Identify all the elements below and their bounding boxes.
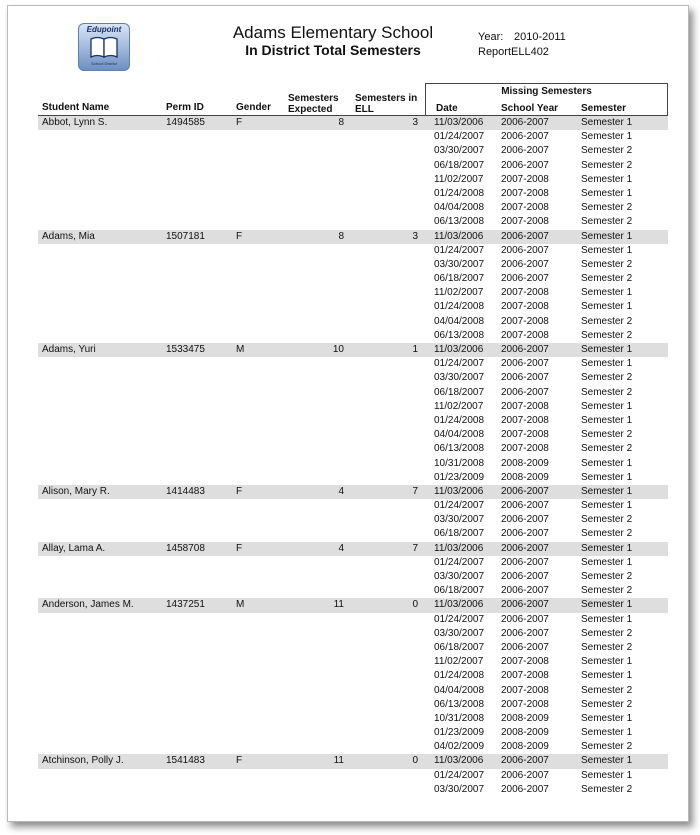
gender: F xyxy=(236,755,243,767)
report-field xyxy=(478,46,549,58)
missing-semester-row xyxy=(38,457,668,471)
missing-semester-row xyxy=(38,428,668,442)
missing-date: 01/23/2009 xyxy=(434,471,485,483)
student-row xyxy=(38,598,668,612)
missing-semester-row xyxy=(38,556,668,570)
missing-semester: Semester 2 xyxy=(581,329,633,341)
missing-school-year: 2007-2008 xyxy=(501,443,549,455)
missing-school-year: 2007-2008 xyxy=(501,684,549,696)
missing-semester-row xyxy=(38,386,668,400)
missing-semester-row xyxy=(38,159,668,173)
missing-date: 11/03/2006 xyxy=(434,755,484,767)
missing-date: 11/03/2006 xyxy=(434,542,484,554)
student-row xyxy=(38,230,668,244)
missing-semester: Semester 2 xyxy=(581,684,633,696)
missing-date: 03/30/2007 xyxy=(434,571,485,582)
semesters-in-ell: 3 xyxy=(412,117,418,128)
perm-id: 1494585 xyxy=(166,117,205,128)
missing-semester: Semester 1 xyxy=(581,457,633,469)
missing-date: 01/24/2007 xyxy=(434,613,485,625)
report-label: Report: xyxy=(478,46,515,58)
student-row xyxy=(38,116,668,130)
missing-semester: Semester 1 xyxy=(581,301,633,313)
missing-semester: Semester 2 xyxy=(581,216,633,228)
missing-date: 03/30/2007 xyxy=(434,145,485,157)
open-book-icon xyxy=(90,36,118,58)
missing-semester-row xyxy=(38,187,668,201)
gender: F xyxy=(236,117,243,128)
missing-semester: Semester 1 xyxy=(581,173,633,185)
missing-semester: Semester 2 xyxy=(581,202,633,214)
report-title: In District Total Semesters xyxy=(245,42,421,58)
missing-school-year: 2006-2007 xyxy=(501,556,549,568)
missing-semester: Semester 1 xyxy=(581,613,633,625)
gender: F xyxy=(236,230,243,242)
missing-semester: Semester 1 xyxy=(581,485,633,497)
missing-semester: Semester 1 xyxy=(581,712,633,724)
missing-date: 11/03/2006 xyxy=(434,344,484,355)
missing-semester: Semester 1 xyxy=(581,117,633,128)
missing-date: 03/30/2007 xyxy=(434,514,485,526)
col-perm-id: Perm ID xyxy=(166,102,204,113)
missing-semester: Semester 2 xyxy=(581,571,633,582)
col-semesters-expected-line1: Semesters xyxy=(288,93,339,104)
missing-school-year: 2008-2009 xyxy=(501,457,549,469)
missing-date: 06/18/2007 xyxy=(434,528,485,540)
gender: F xyxy=(236,485,243,497)
semesters-expected: 11 xyxy=(333,755,344,767)
missing-semester: Semester 2 xyxy=(581,741,633,753)
report-value: ELL402 xyxy=(511,46,549,58)
missing-school-year: 2007-2008 xyxy=(501,670,549,682)
missing-school-year: 2006-2007 xyxy=(501,131,549,143)
missing-date: 10/31/2008 xyxy=(434,712,485,724)
perm-id: 1414483 xyxy=(166,485,205,497)
missing-date: 06/18/2007 xyxy=(434,273,485,285)
semesters-in-ell: 1 xyxy=(412,344,418,355)
missing-school-year: 2007-2008 xyxy=(501,656,549,668)
missing-date: 06/18/2007 xyxy=(434,641,485,653)
missing-semester: Semester 2 xyxy=(581,443,633,455)
missing-semester-row xyxy=(38,513,668,527)
missing-date: 06/18/2007 xyxy=(434,159,485,171)
col-date: Date xyxy=(436,103,458,114)
missing-semester-row xyxy=(38,357,668,371)
missing-date: 10/31/2008 xyxy=(434,457,485,469)
missing-semester: Semester 1 xyxy=(581,344,633,355)
missing-semester: Semester 2 xyxy=(581,783,633,795)
missing-semester: Semester 1 xyxy=(581,556,633,568)
missing-semester-row xyxy=(38,726,668,740)
missing-school-year: 2006-2007 xyxy=(501,258,549,270)
missing-date: 01/24/2008 xyxy=(434,670,485,682)
missing-date: 06/13/2008 xyxy=(434,329,485,341)
missing-date: 06/13/2008 xyxy=(434,698,485,710)
missing-semester-row xyxy=(38,471,668,485)
col-student-name: Student Name xyxy=(42,102,110,113)
semesters-in-ell: 0 xyxy=(412,599,418,611)
missing-semester-row xyxy=(38,272,668,286)
missing-school-year: 2007-2008 xyxy=(501,202,549,214)
missing-semester: Semester 2 xyxy=(581,429,633,441)
semesters-expected: 8 xyxy=(338,230,344,242)
student-row xyxy=(38,485,668,499)
missing-school-year: 2006-2007 xyxy=(501,230,549,242)
missing-semester-row xyxy=(38,442,668,456)
missing-date: 01/24/2007 xyxy=(434,244,485,256)
missing-semester: Semester 2 xyxy=(581,273,633,285)
missing-school-year: 2006-2007 xyxy=(501,571,549,582)
missing-date: 11/03/2006 xyxy=(434,599,484,611)
missing-semester: Semester 2 xyxy=(581,145,633,157)
missing-school-year: 2006-2007 xyxy=(501,159,549,171)
missing-semester-row xyxy=(38,570,668,584)
missing-date: 01/24/2007 xyxy=(434,769,485,781)
student-name: Adams, Yuri xyxy=(42,344,96,355)
missing-semester-row xyxy=(38,286,668,300)
col-semesters-expected-line2: Expected xyxy=(288,104,333,115)
col-semesters-expected xyxy=(288,93,339,115)
semesters-in-ell: 7 xyxy=(412,542,418,554)
missing-date: 01/23/2009 xyxy=(434,727,485,739)
missing-school-year: 2007-2008 xyxy=(501,329,549,341)
missing-date: 11/02/2007 xyxy=(434,400,484,412)
missing-date: 04/04/2008 xyxy=(434,315,485,327)
missing-semester-row xyxy=(38,414,668,428)
missing-date: 01/24/2008 xyxy=(434,301,485,313)
col-school-year: School Year xyxy=(501,103,559,114)
col-gender: Gender xyxy=(236,102,272,113)
student-row xyxy=(38,343,668,357)
missing-school-year: 2006-2007 xyxy=(501,613,549,625)
missing-school-year: 2006-2007 xyxy=(501,783,549,795)
missing-school-year: 2006-2007 xyxy=(501,358,549,370)
missing-semester: Semester 2 xyxy=(581,372,633,384)
missing-date: 11/02/2007 xyxy=(434,656,484,668)
missing-semester: Semester 2 xyxy=(581,315,633,327)
missing-semester-row xyxy=(38,130,668,144)
missing-semester-row xyxy=(38,315,668,329)
missing-semester-row xyxy=(38,655,668,669)
missing-semester: Semester 1 xyxy=(581,599,633,611)
semesters-expected: 8 xyxy=(338,117,344,128)
col-semesters-ell-line1: Semesters in xyxy=(355,93,418,104)
missing-date: 04/02/2009 xyxy=(434,741,485,753)
missing-school-year: 2007-2008 xyxy=(501,173,549,185)
missing-school-year: 2006-2007 xyxy=(501,485,549,497)
missing-semester: Semester 2 xyxy=(581,627,633,639)
missing-date: 06/13/2008 xyxy=(434,216,485,228)
missing-school-year: 2008-2009 xyxy=(501,471,549,483)
missing-semester-row xyxy=(38,244,668,258)
missing-semester-row xyxy=(38,144,668,158)
missing-date: 06/18/2007 xyxy=(434,585,485,597)
missing-school-year: 2007-2008 xyxy=(501,315,549,327)
missing-date: 01/24/2008 xyxy=(434,187,485,199)
missing-semester-row xyxy=(38,201,668,215)
missing-semester-row xyxy=(38,173,668,187)
missing-date: 01/24/2008 xyxy=(434,414,485,426)
report-page xyxy=(7,5,689,822)
missing-date: 03/30/2007 xyxy=(434,372,485,384)
semesters-in-ell: 7 xyxy=(412,485,418,497)
missing-semester: Semester 2 xyxy=(581,386,633,398)
year-label: Year: xyxy=(478,31,504,43)
missing-date: 01/24/2007 xyxy=(434,358,485,370)
missing-school-year: 2006-2007 xyxy=(501,372,549,384)
report-rows xyxy=(38,116,668,797)
missing-semester: Semester 2 xyxy=(581,528,633,540)
missing-school-year: 2006-2007 xyxy=(501,755,549,767)
missing-school-year: 2006-2007 xyxy=(501,585,549,597)
missing-school-year: 2008-2009 xyxy=(501,712,549,724)
missing-semester: Semester 2 xyxy=(581,585,633,597)
missing-semester-row xyxy=(38,527,668,541)
missing-date: 11/02/2007 xyxy=(434,287,484,299)
logo-sub-text: School District xyxy=(91,61,117,66)
student-name: Allay, Lama A. xyxy=(42,542,106,554)
missing-semester: Semester 1 xyxy=(581,755,633,767)
missing-school-year: 2006-2007 xyxy=(501,344,549,355)
perm-id: 1437251 xyxy=(166,599,205,611)
missing-school-year: 2006-2007 xyxy=(501,500,549,512)
student-name: Abbot, Lynn S. xyxy=(42,117,108,128)
year-value: 2010-2011 xyxy=(514,31,566,43)
student-row xyxy=(38,542,668,556)
missing-date: 01/24/2007 xyxy=(434,500,485,512)
missing-semester: Semester 2 xyxy=(581,514,633,526)
missing-semester-row xyxy=(38,698,668,712)
missing-semester: Semester 2 xyxy=(581,698,633,710)
missing-semester: Semester 1 xyxy=(581,542,633,554)
missing-school-year: 2006-2007 xyxy=(501,528,549,540)
semesters-in-ell: 3 xyxy=(412,230,418,242)
missing-school-year: 2007-2008 xyxy=(501,301,549,313)
missing-date: 03/30/2007 xyxy=(434,258,485,270)
missing-school-year: 2007-2008 xyxy=(501,698,549,710)
missing-semester-row xyxy=(38,740,668,754)
missing-semester: Semester 1 xyxy=(581,769,633,781)
missing-semester-row xyxy=(38,641,668,655)
missing-semester: Semester 1 xyxy=(581,400,633,412)
missing-school-year: 2007-2008 xyxy=(501,216,549,228)
missing-date: 04/04/2008 xyxy=(434,429,485,441)
missing-semester: Semester 2 xyxy=(581,159,633,171)
missing-semester-row xyxy=(38,400,668,414)
missing-school-year: 2006-2007 xyxy=(501,117,549,128)
missing-semester-row xyxy=(38,258,668,272)
missing-school-year: 2006-2007 xyxy=(501,627,549,639)
missing-semester: Semester 1 xyxy=(581,500,633,512)
student-row xyxy=(38,754,668,768)
missing-school-year: 2008-2009 xyxy=(501,727,549,739)
perm-id: 1541483 xyxy=(166,755,205,767)
missing-date: 06/13/2008 xyxy=(434,443,485,455)
missing-school-year: 2007-2008 xyxy=(501,400,549,412)
student-name: Alison, Mary R. xyxy=(42,485,110,497)
missing-school-year: 2006-2007 xyxy=(501,386,549,398)
missing-school-year: 2006-2007 xyxy=(501,514,549,526)
semesters-expected: 4 xyxy=(338,542,344,554)
missing-date: 11/02/2007 xyxy=(434,173,484,185)
missing-date: 01/24/2007 xyxy=(434,556,485,568)
perm-id: 1533475 xyxy=(166,344,205,355)
missing-semester-row xyxy=(38,499,668,513)
missing-semesters-title: Missing Semesters xyxy=(501,86,592,97)
missing-semester: Semester 1 xyxy=(581,471,633,483)
missing-semester-row xyxy=(38,613,668,627)
missing-semester-row xyxy=(38,584,668,598)
missing-semester: Semester 1 xyxy=(581,131,633,143)
semesters-expected: 11 xyxy=(333,599,344,611)
missing-school-year: 2006-2007 xyxy=(501,542,549,554)
missing-date: 11/03/2006 xyxy=(434,230,484,242)
missing-semester-row xyxy=(38,329,668,343)
col-semesters-ell xyxy=(355,93,417,115)
gender: M xyxy=(236,344,245,355)
missing-semester: Semester 1 xyxy=(581,287,633,299)
missing-date: 11/03/2006 xyxy=(434,117,484,128)
missing-date: 04/04/2008 xyxy=(434,684,485,696)
missing-school-year: 2006-2007 xyxy=(501,273,549,285)
logo-brand-text: Edupoint xyxy=(86,25,122,34)
year-field xyxy=(478,31,566,43)
col-semesters-ell-line2: ELL xyxy=(355,104,374,115)
semesters-expected: 4 xyxy=(338,485,344,497)
missing-semester: Semester 2 xyxy=(581,258,633,270)
perm-id: 1507181 xyxy=(166,230,205,242)
missing-semester: Semester 1 xyxy=(581,187,633,199)
missing-semester: Semester 1 xyxy=(581,656,633,668)
missing-semester-row xyxy=(38,215,668,229)
missing-school-year: 2006-2007 xyxy=(501,244,549,256)
edupoint-logo xyxy=(78,23,130,71)
missing-school-year: 2006-2007 xyxy=(501,599,549,611)
missing-semester: Semester 1 xyxy=(581,670,633,682)
missing-school-year: 2007-2008 xyxy=(501,429,549,441)
student-name: Anderson, James M. xyxy=(42,599,134,611)
missing-semester: Semester 1 xyxy=(581,414,633,426)
missing-semester: Semester 1 xyxy=(581,727,633,739)
missing-semester: Semester 1 xyxy=(581,358,633,370)
missing-school-year: 2007-2008 xyxy=(501,187,549,199)
missing-semester-row xyxy=(38,783,668,797)
gender: M xyxy=(236,599,245,611)
missing-school-year: 2008-2009 xyxy=(501,741,549,753)
missing-school-year: 2006-2007 xyxy=(501,145,549,157)
missing-semester: Semester 1 xyxy=(581,230,633,242)
missing-date: 03/30/2007 xyxy=(434,627,485,639)
missing-semester: Semester 1 xyxy=(581,244,633,256)
missing-date: 06/18/2007 xyxy=(434,386,485,398)
col-semester: Semester xyxy=(581,103,627,114)
missing-school-year: 2006-2007 xyxy=(501,769,549,781)
missing-date: 01/24/2007 xyxy=(434,131,485,143)
missing-semester-row xyxy=(38,669,668,683)
missing-school-year: 2006-2007 xyxy=(501,641,549,653)
missing-date: 03/30/2007 xyxy=(434,783,485,795)
school-name: Adams Elementary School xyxy=(232,23,434,42)
semesters-in-ell: 0 xyxy=(412,755,418,767)
missing-semester-row xyxy=(38,300,668,314)
perm-id: 1458708 xyxy=(166,542,205,554)
missing-date: 04/04/2008 xyxy=(434,202,485,214)
student-name: Atchinson, Polly J. xyxy=(42,755,124,767)
missing-semester-row xyxy=(38,769,668,783)
missing-school-year: 2007-2008 xyxy=(501,287,549,299)
missing-semester-row xyxy=(38,684,668,698)
semesters-expected: 10 xyxy=(332,344,344,355)
missing-semester-row xyxy=(38,371,668,385)
missing-semester: Semester 2 xyxy=(581,641,633,653)
missing-semester-row xyxy=(38,712,668,726)
missing-date: 11/03/2006 xyxy=(434,485,484,497)
missing-school-year: 2007-2008 xyxy=(501,414,549,426)
missing-semester-row xyxy=(38,627,668,641)
student-name: Adams, Mia xyxy=(42,230,95,242)
gender: F xyxy=(236,542,243,554)
